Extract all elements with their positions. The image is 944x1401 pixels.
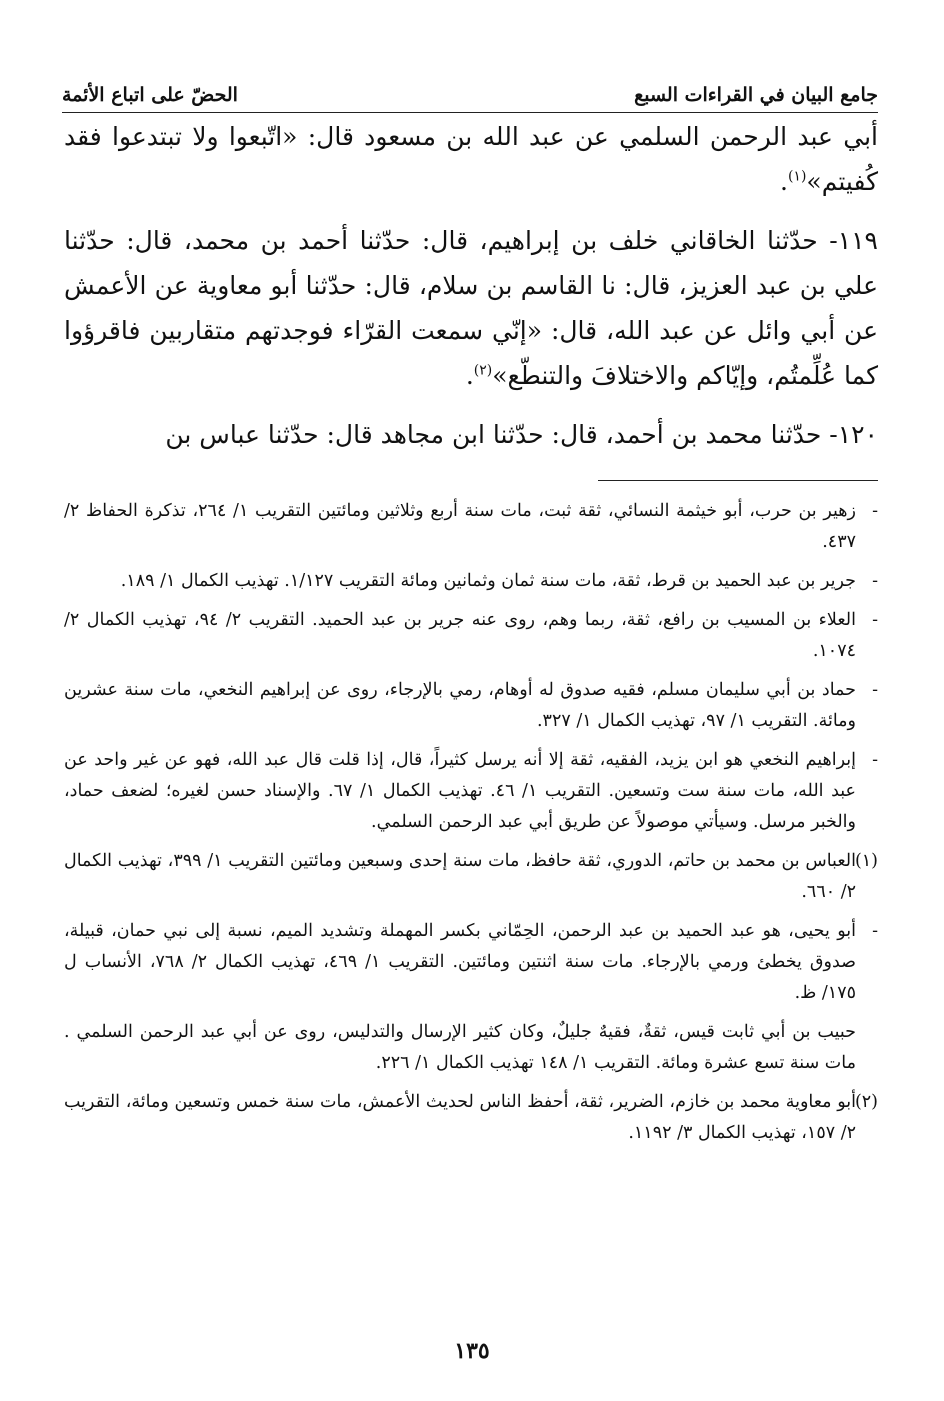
footnote-text: إبراهيم النخعي هو ابن يزيد، الفقيه، ثقة إلا أنه يرسل كثيراً، قال، إذا قلت قال عبد الله، فهو عن غير واحد عن عبد الله، مات سنة ست وتسعين. التقريب ١/ ٤٦. تهذيب الكمال ١/ ٦٧. والإسناد حسن لغيره؛ لضعف حماد، والخبر مرسل. وسيأتي موصولاً عن طريق أبي عبد الرحمن السلمي. [64, 750, 856, 832]
footnote-marker: - [872, 680, 878, 700]
footnote [64, 1087, 878, 1149]
footnote-text: حماد بن أبي سليمان مسلم، فقيه صدوق له أوهام، رمي بالإرجاء، روى عن إبراهيم النخعي، مات سنة عشرين ومائة. التقريب ١/ ٩٧، تهذيب الكمال ١/ ٣٢٧. [64, 680, 856, 731]
footnote-text: أبو يحيى، هو عبد الحميد بن عبد الرحمن، الحِمّاني بكسر المهملة وتشديد الميم، نسبة إلى نبي حمان، قبيلة، صدوق يخطئ ورمي بالإرجاء. مات سنة اثنتين ومائتين. التقريب ١/ ٤٦٩، تهذيب الكمال ٢/ ٧٦٨، الأنساب ل ١٧٥/ ظ. [64, 921, 856, 1003]
footnote-marker: (١) [854, 851, 878, 871]
footnote [64, 916, 878, 1009]
footnote [64, 846, 878, 908]
paragraph-119-text: ١١٩- حدّثنا الخاقاني خلف بن إبراهيم، قال: حدّثنا أحمد بن محمد، قال: حدّثنا علي بن عبد العزيز، قال: نا القاسم بن سلام، قال: حدّثنا أبو معاوية عن الأعمش عن أبي وائل عن عبد الله، قال: «إنّي سمعت القرّاء فوجدتهم متقاربين فاقرؤوا كما عُلِّمتُم، وإيّاكم والاختلافَ والتنطّع» [64, 226, 878, 390]
footnote-marker: - [872, 750, 878, 770]
footnote-marker: - [872, 501, 878, 521]
paragraph-1: أبي عبد الرحمن السلمي عن عبد الله بن مسعود قال: «اتّبعوا ولا تبتدعوا فقد كُفيتم»$^{(١)}$. [64, 122, 878, 196]
footnote [64, 605, 878, 667]
footnote-marker: (٢) [854, 1092, 878, 1112]
paragraph-120-text: ١٢٠- حدّثنا محمد بن أحمد، قال: حدّثنا ابن مجاهد قال: حدّثنا عباس بن [165, 420, 878, 449]
paragraph-1-text: أبي عبد الرحمن السلمي عن عبد الله بن مسعود قال: «اتّبعوا ولا تبتدعوا فقد كُفيتم» [64, 122, 878, 196]
section-title: الحضّ على اتباع الأئمة [62, 84, 238, 106]
footnote-text: زهير بن حرب، أبو خيثمة النسائي، ثقة ثبت، مات سنة أربع وثلاثين ومائتين التقريب ١/ ٢٦٤، تذكرة الحفاظ ٢/ ٤٣٧. [64, 501, 856, 552]
paragraph-120 [64, 412, 878, 457]
footnote-marker: - [872, 610, 878, 630]
footnote [64, 675, 878, 737]
main-text [64, 114, 878, 471]
footnote [64, 1017, 878, 1079]
footnote-ref-1: (١) [787, 168, 807, 185]
running-header [62, 68, 878, 113]
footnote [64, 496, 878, 558]
footnote-text: أبو معاوية محمد بن خازم، الضرير، ثقة، أحفظ الناس لحديث الأعمش، مات سنة خمس وتسعين ومائة، التقريب ٢/ ١٥٧، تهذيب الكمال ٣/ ١١٩٢. [64, 1092, 856, 1143]
footnote-ref-2: (٢) [473, 362, 493, 379]
footnote-separator [598, 480, 878, 481]
paragraph-119: ١١٩- حدّثنا الخاقاني خلف بن إبراهيم، قال: حدّثنا أحمد بن محمد، قال: حدّثنا علي بن عبد العزيز، قال: نا القاسم بن سلام، قال: حدّثنا أبو معاوية عن الأعمش عن أبي وائل عن عبد الله، قال: «إنّي سمعت القرّاء فوجدتهم متقاربين فاقرؤوا كما عُلِّمتُم، وإيّاكم والاختلافَ والتنطّع»$^{(٢)}$. [64, 226, 878, 390]
book-title: جامع البيان في القراءات السبع [634, 84, 878, 106]
footnote [64, 566, 878, 597]
footnote [64, 745, 878, 838]
footnote-marker: - [872, 921, 878, 941]
footnote-marker: - [872, 571, 878, 591]
footnote-text: العباس بن محمد بن حاتم، الدوري، ثقة حافظ، مات سنة إحدى وسبعين ومائتين التقريب ١/ ٣٩٩، تهذيب الكمال ٢/ ٦٦٠. [64, 851, 856, 902]
page-number: ١٣٥ [454, 1338, 490, 1364]
footnote-text: العلاء بن المسيب بن رافع، ثقة، ربما وهم، روى عنه جرير بن عبد الحميد. التقريب ٢/ ٩٤، تهذيب الكمال ٢/ ١٠٧٤. [64, 610, 856, 661]
footnote-text: جرير بن عبد الحميد بن قرط، ثقة، مات سنة ثمان وثمانين ومائة التقريب ١/١٢٧. تهذيب الكمال ١/ ١٨٩. [120, 571, 856, 591]
footnote-text: حبيب بن أبي ثابت قيس، ثقةٌ، فقيهٌ جليلٌ، وكان كثير الإرسال والتدليس، روى عن أبي عبد الرحمن السلمي . مات سنة تسع عشرة ومائة. التقريب ١/ ١٤٨ تهذيب الكمال ١/ ٢٢٦. [64, 1022, 856, 1073]
footnotes [64, 496, 878, 1157]
